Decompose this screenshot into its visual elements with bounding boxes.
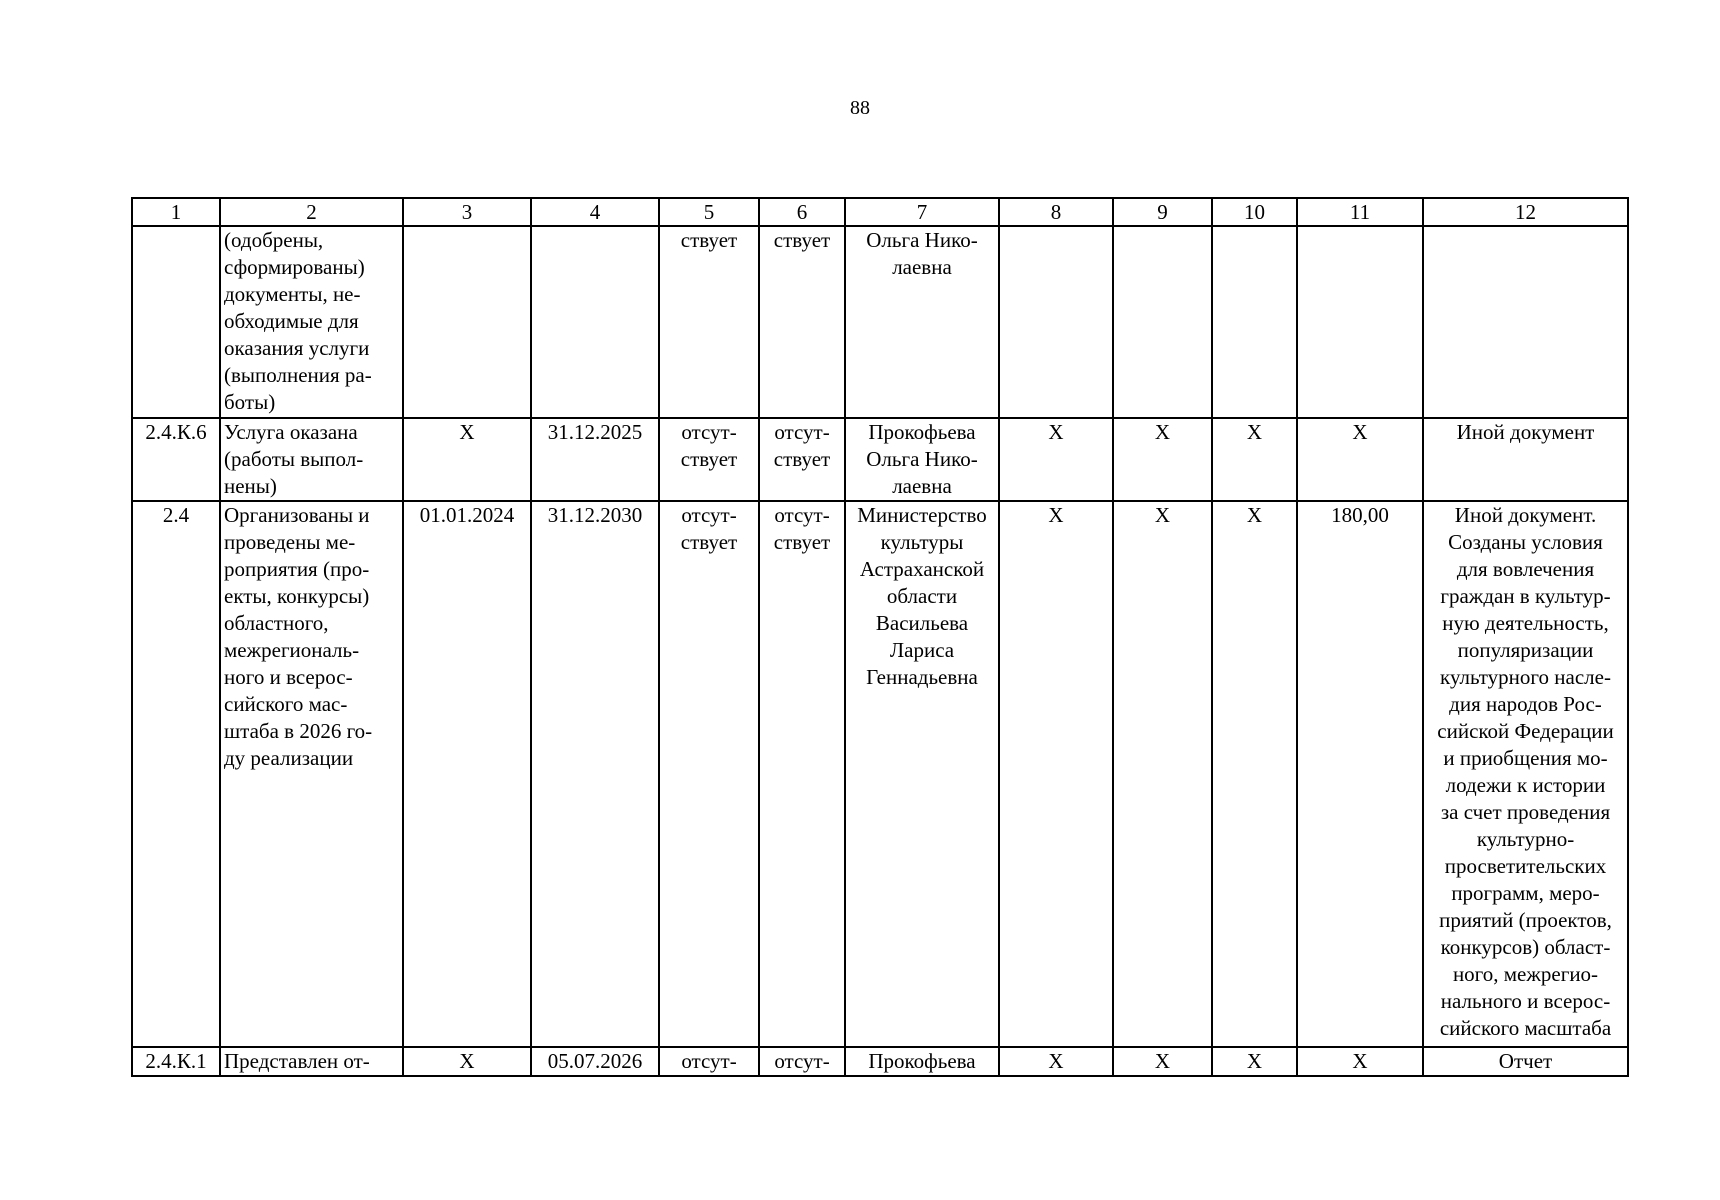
cell-name: Услуга оказана (работы выпол- нены) [220,418,403,501]
cell-col6: ствует [759,226,845,418]
cell-col10: X [1212,501,1297,1047]
table-row [132,226,1628,418]
cell-id: 2.4.К.6 [132,418,220,501]
cell-col11 [1297,226,1423,418]
cell-start-date: 01.01.2024 [403,501,531,1047]
cell-name: Организованы и проведены ме- роприятия (про- екты, конкурсы) областного, межрегиональ- ного и всерос- сийского мас- штаба в 2026 го- ду реализации [220,501,403,1047]
header-cell-3: 3 [403,198,531,226]
cell-end-date [531,226,659,418]
cell-responsible: Прокофьева [845,1047,999,1076]
cell-col6: отсут- [759,1047,845,1076]
header-cell-4: 4 [531,198,659,226]
header-cell-2: 2 [220,198,403,226]
header-cell-1: 1 [132,198,220,226]
cell-start-date: X [403,418,531,501]
page-number: 88 [850,97,870,119]
table-row [132,1047,1628,1076]
cell-responsible: Прокофьева Ольга Нико- лаевна [845,418,999,501]
cell-end-date: 05.07.2026 [531,1047,659,1076]
cell-name: (одобрены, сформированы) документы, не- обходимые для оказания услуги (выполнения ра- боты) [220,226,403,418]
cell-responsible: Ольга Нико- лаевна [845,226,999,418]
header-cell-10: 10 [1212,198,1297,226]
header-cell-6: 6 [759,198,845,226]
cell-start-date [403,226,531,418]
cell-col10: X [1212,418,1297,501]
cell-result [1423,226,1628,418]
cell-id: 2.4 [132,501,220,1047]
header-cell-5: 5 [659,198,759,226]
header-row [132,198,1628,226]
cell-result: Иной документ. Созданы условия для вовлечения граждан в культур- ную деятельность, популяризации культурного насле- дия народов Рос- сийской Федерации и приобщения мо- лодежи к истории за счет проведения культурно- просветительских программ, меро- приятий (проектов, конкурсов) област- ного, межрегио- нального и всерос- сийского масштаба [1423,501,1628,1047]
header-cell-11: 11 [1297,198,1423,226]
cell-end-date: 31.12.2025 [531,418,659,501]
cell-col10 [1212,226,1297,418]
cell-col9: X [1113,418,1212,501]
cell-col9: X [1113,1047,1212,1076]
cell-col8: X [999,418,1113,501]
cell-col6: отсут- ствует [759,501,845,1047]
header-cell-9: 9 [1113,198,1212,226]
cell-col10: X [1212,1047,1297,1076]
cell-col6: отсут- ствует [759,418,845,501]
cell-col5: отсут- [659,1047,759,1076]
cell-col11: 180,00 [1297,501,1423,1047]
cell-result: Отчет [1423,1047,1628,1076]
cell-col8: X [999,501,1113,1047]
cell-result: Иной документ [1423,418,1628,501]
cell-col8 [999,226,1113,418]
cell-responsible: Министерство культуры Астраханской области Васильева Лариса Геннадьевна [845,501,999,1047]
cell-end-date: 31.12.2030 [531,501,659,1047]
cell-start-date: X [403,1047,531,1076]
cell-col11: X [1297,1047,1423,1076]
cell-col11: X [1297,418,1423,501]
cell-col8: X [999,1047,1113,1076]
registry-table [131,197,1629,1077]
header-cell-12: 12 [1423,198,1628,226]
cell-id [132,226,220,418]
cell-name: Представлен от- [220,1047,403,1076]
table-row [132,418,1628,501]
cell-col5: ствует [659,226,759,418]
header-cell-7: 7 [845,198,999,226]
cell-id: 2.4.К.1 [132,1047,220,1076]
header-cell-8: 8 [999,198,1113,226]
cell-col9: X [1113,501,1212,1047]
table-row [132,501,1628,1047]
cell-col5: отсут- ствует [659,418,759,501]
cell-col5: отсут- ствует [659,501,759,1047]
cell-col9 [1113,226,1212,418]
